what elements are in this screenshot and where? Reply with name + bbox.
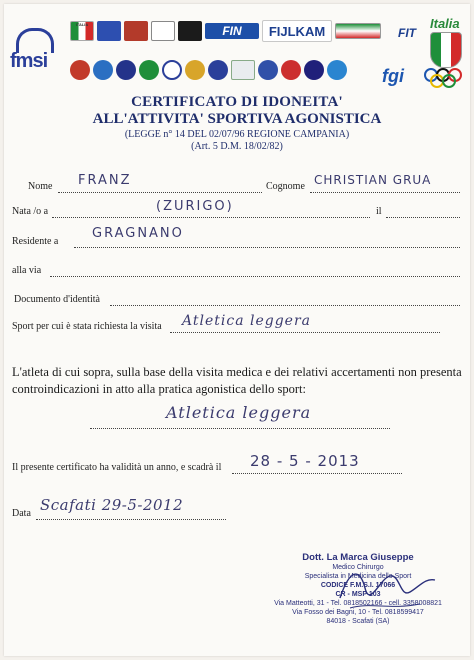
federation-logo-9 [70,60,90,80]
residente-value: GRAGNANO [92,226,184,241]
declaration-paragraph: L'atleta di cui sopra, sulla base della visita medica e dei relativi accertamenti non presenta controindicazioni in atto alla pratica agonistica dello sport: [12,365,462,396]
validity-value: 28 - 5 - 2013 [250,452,360,470]
fgi-logo: fgi [382,66,404,86]
federation-logo-20 [327,60,347,80]
federation-logos-row-2 [70,60,350,80]
stamp-line-2: Specialista in Medicina dello Sport [304,573,412,580]
federation-logo-18 [281,60,301,80]
fmsi-logo-text: fmsi [10,50,48,72]
declared-sport-line [90,428,390,429]
federation-logo-2 [97,21,121,41]
declared-sport-value: Atletica leggera [166,403,312,422]
fmsi-logo [10,28,54,84]
nato-label: Nata /o a [12,206,49,217]
doctor-name: Dott. La Marca Giuseppe [302,552,414,563]
stamp-line-7: 84018 - Scafati (SA) [326,618,390,625]
federation-logo-16 [231,60,255,80]
italia-logo-text: Italia [430,16,460,31]
il-label: il [376,206,382,217]
data-line [36,519,226,520]
nato-line [52,217,370,218]
certificate-title: CERTIFICATO DI IDONEITA' [131,94,343,110]
federation-logo-19 [304,60,324,80]
stamp-line-1: Medico Chirurgo [332,564,384,571]
federation-logo-5 [178,21,202,41]
stamp-line-5: Via Matteotti, 31 - Tel. 0818502166 - cell. 3358008821 [274,600,442,607]
italia-flag-text: ITALIA [75,22,89,27]
nome-line [58,192,262,193]
federation-logo-12 [139,60,159,80]
federation-logo-13 [162,60,182,80]
stamp-line-4: CR - MSP 103 [335,591,381,598]
certificate-subtitle: ALL'ATTIVITA' SPORTIVA AGONISTICA [92,111,382,127]
documento-label: Documento d'identità [14,294,100,305]
cognome-value: CHRISTIAN GRUA [314,173,432,187]
federation-logo-17 [258,60,278,80]
validity-label: Il presente certificato ha validità un anno, e scadrà il [12,462,222,473]
coni-shield-icon [430,32,462,68]
article-reference: (Art. 5 D.M. 18/02/82) [191,141,283,152]
via-line [50,276,460,277]
data-value: Scafati 29-5-2012 [40,496,184,514]
stamp-line-3: CODICE F.M.S.I. 17066 [320,582,396,589]
validity-line [232,473,402,474]
cognome-line [310,192,460,193]
data-label: Data [12,508,31,519]
cognome-label: Cognome [266,181,305,192]
nome-label: Nome [28,181,53,192]
nome-value: FRANZ [78,173,132,188]
sport-value: Atletica leggera [182,313,312,329]
federation-logo-14 [185,60,205,80]
fit-logo: FIT [398,26,416,40]
via-label: alla via [12,265,42,276]
olympic-rings-icon [424,68,468,86]
fin-logo: FIN [205,23,259,39]
nato-value: (ZURIGO) [156,199,234,214]
italia-flag-logo [70,21,94,41]
doctor-stamp [258,552,458,626]
law-reference: (LEGGE n° 14 DEL 02/07/96 REGIONE CAMPANIA) [124,129,350,140]
federation-logo-8 [335,23,381,39]
federation-logos-row-1 [70,20,384,42]
sport-line [170,332,440,333]
federation-logo-3 [124,21,148,41]
documento-line [110,305,460,306]
residente-label: Residente a [12,236,59,247]
federation-logo-4 [151,21,175,41]
stamp-line-6: Via Fosso dei Bagni, 10 - Tel. 0818599417 [292,609,424,616]
federation-logo-10 [93,60,113,80]
il-line [386,217,460,218]
residente-line [74,247,460,248]
federation-logo-11 [116,60,136,80]
federation-logo-15 [208,60,228,80]
sport-label: Sport per cui è stata richiesta la visita [12,321,162,332]
fijlkam-logo: FIJLKAM [262,20,332,42]
